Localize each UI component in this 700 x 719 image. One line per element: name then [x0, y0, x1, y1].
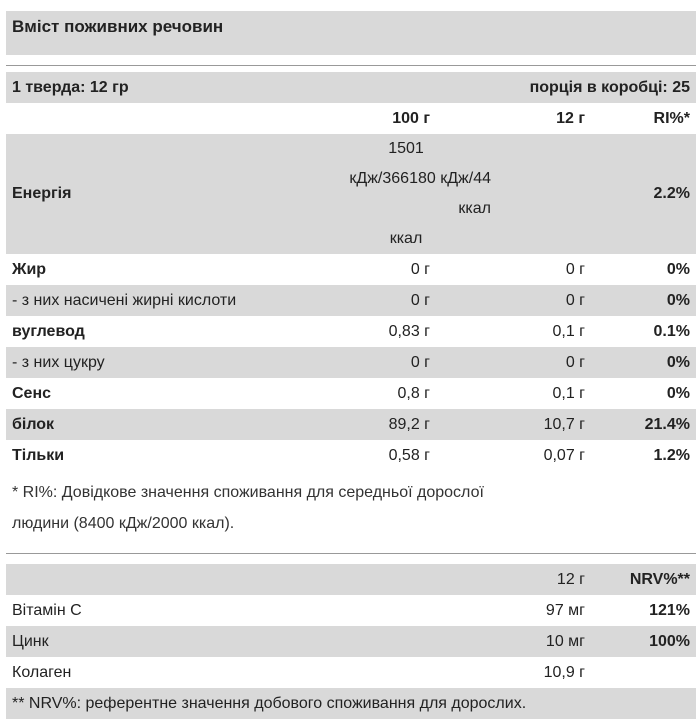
energy-value-line: 1501 [388, 140, 424, 157]
nutrient-row [6, 285, 696, 316]
nutrient-row [6, 347, 696, 378]
energy-value-line: кДж/366180 кДж/44 ккал [349, 170, 491, 217]
header-amount: 12 г [436, 564, 591, 595]
nutrient-ri: 21.4% [591, 409, 696, 440]
vitamin-amount: 10 мг [436, 626, 591, 657]
nutrient-row [6, 409, 696, 440]
nutrient-label: вуглевод [12, 322, 85, 340]
nutrient-per-100g: 0 г [311, 285, 436, 316]
nutrient-per-100g: 0 г [410, 260, 430, 278]
vitamin-nrv [591, 657, 696, 688]
nutrient-ri: 0% [591, 347, 696, 378]
vitamin-label: Цинк [6, 626, 436, 657]
header-per-12g: 12 г [556, 109, 585, 127]
nutrient-per-12g: 0,07 г [543, 446, 585, 464]
nutrient-ri: 1.2% [653, 446, 690, 464]
vitamin-nrv: 121% [649, 601, 690, 619]
ri-footnote-line: * RI%: Довідкове значення споживання для середньої дорослої [12, 484, 484, 501]
energy-label: Енергія [6, 134, 311, 254]
nutrient-per-12g: 0 г [436, 347, 591, 378]
nutrient-ri: 0.1% [653, 322, 690, 340]
vitamin-label: Вітамін С [12, 601, 82, 619]
nutrient-per-100g: 0 г [311, 347, 436, 378]
serving-row [6, 72, 696, 103]
nutrition-panel [6, 11, 696, 719]
page-title: Вміст поживних речовин [6, 11, 696, 55]
nutrition-table [6, 72, 696, 471]
header-nrv: NRV%** [591, 564, 696, 595]
nutrient-per-12g: 0 г [565, 260, 585, 278]
energy-ri: 2.2% [591, 134, 696, 254]
nutrient-ri: 0% [666, 260, 690, 278]
vitamin-row [6, 626, 696, 657]
nutrient-per-100g: 0,83 г [388, 322, 430, 340]
nrv-footnote-row [6, 688, 696, 719]
vitamin-label: Колаген [12, 663, 72, 681]
nutrient-ri: 0% [666, 384, 690, 402]
nutrient-label: - з них насичені жирні кислоти [6, 285, 311, 316]
vitamin-row [6, 657, 696, 688]
nutrient-per-100g: 0,8 г [397, 384, 430, 402]
nutrient-label: Тільки [12, 446, 65, 464]
vitamin-row [6, 595, 696, 626]
nutrient-row [6, 378, 696, 409]
nutrient-label: Жир [12, 260, 47, 278]
ri-footnote [6, 471, 696, 539]
nutrient-label: - з них цукру [6, 347, 311, 378]
vitamin-nrv: 100% [591, 626, 696, 657]
energy-values [311, 134, 591, 254]
serving-size: 1 тверда: 12 гр [6, 72, 436, 103]
nutrient-per-12g: 0,1 г [552, 384, 585, 402]
vitamin-amount: 10,9 г [543, 663, 585, 681]
nutrient-label: білок [6, 409, 311, 440]
divider [6, 65, 696, 66]
nutrient-per-12g: 0,1 г [552, 322, 585, 340]
energy-value-line: ккал [389, 230, 423, 247]
divider [6, 553, 696, 554]
vitamins-table [6, 564, 696, 719]
nutrient-per-100g: 0,58 г [388, 446, 430, 464]
energy-row [6, 134, 696, 254]
nrv-footnote: ** NRV%: референтне значення добового споживання для дорослих. [6, 688, 696, 719]
nutrient-per-100g: 89,2 г [311, 409, 436, 440]
nutrient-row [6, 316, 696, 347]
vitamin-amount: 97 мг [545, 601, 585, 619]
ri-footnote-line: людини (8400 кДж/2000 ккал). [12, 515, 235, 532]
nutrient-ri: 0% [591, 285, 696, 316]
nutrient-per-12g: 10,7 г [436, 409, 591, 440]
nutrient-row [6, 254, 696, 285]
nutrient-per-12g: 0 г [436, 285, 591, 316]
vitamins-header-row [6, 564, 696, 595]
servings-per-box: порція в коробці: 25 [436, 72, 696, 103]
nutrient-label: Сенс [12, 384, 52, 402]
header-per-100g: 100 г [392, 109, 430, 127]
column-header-row [6, 103, 696, 134]
header-ri: RI%* [653, 109, 690, 127]
nutrient-row [6, 440, 696, 471]
